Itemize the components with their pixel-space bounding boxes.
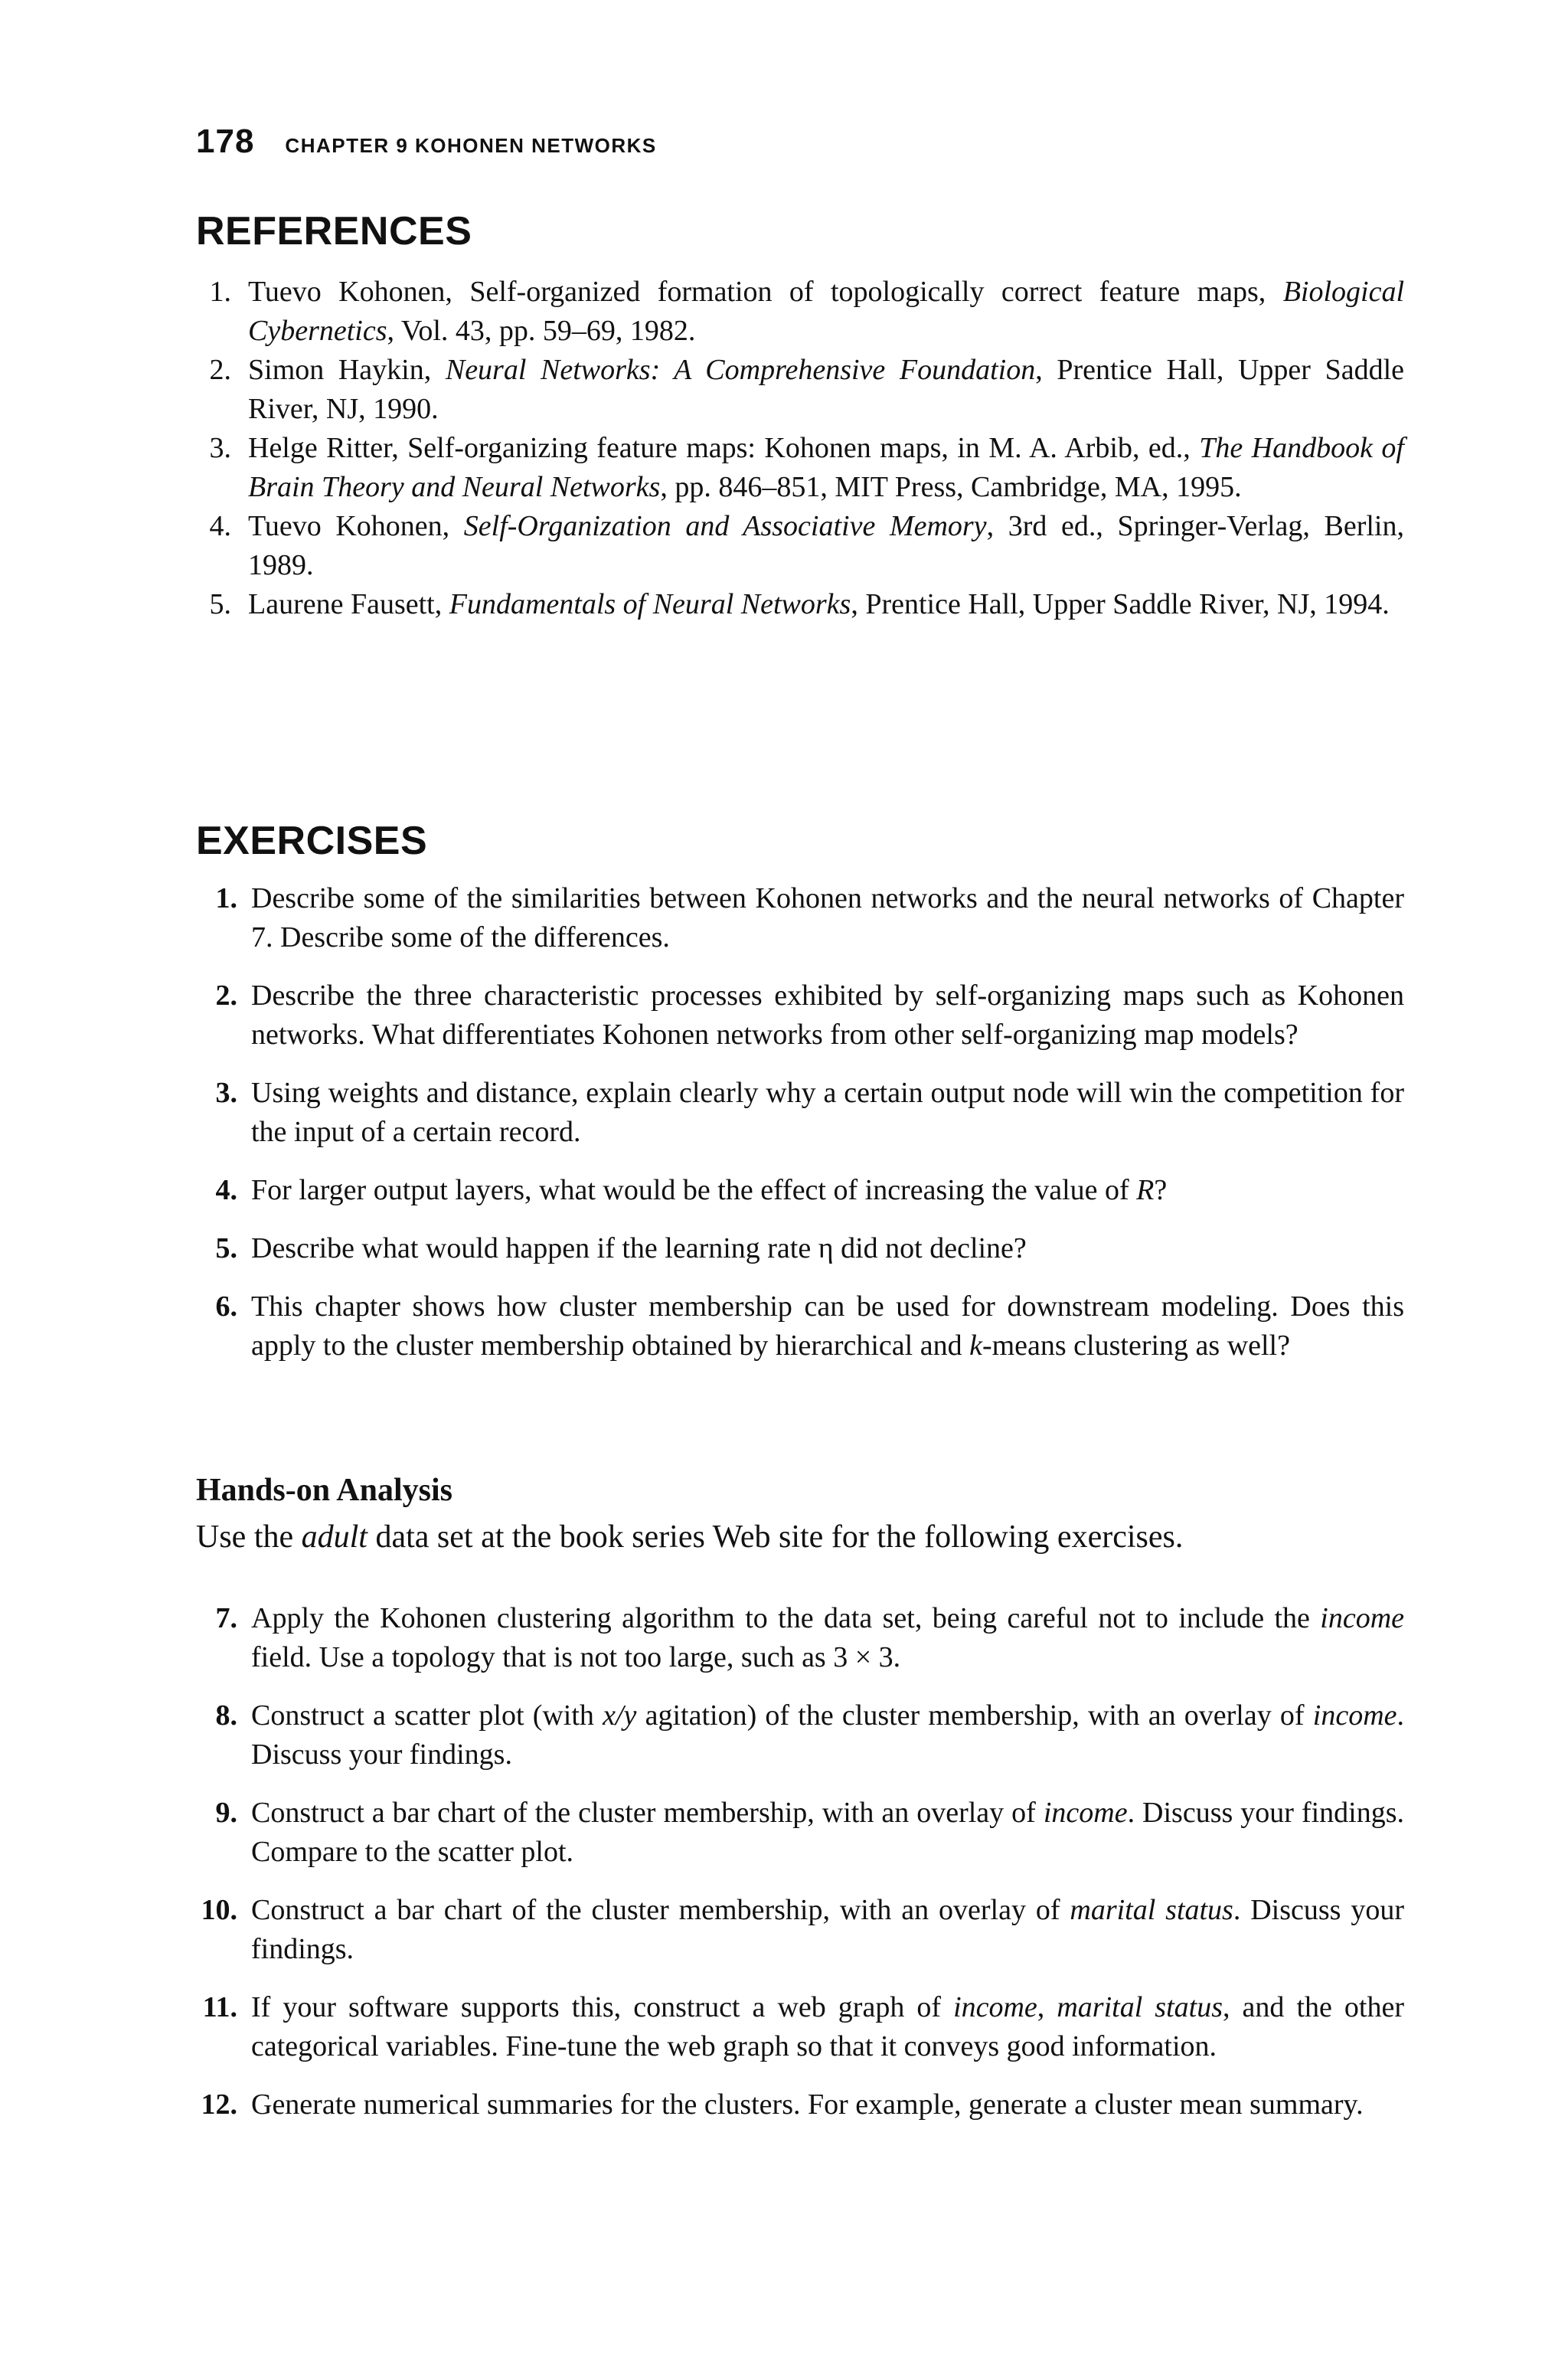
reference-text: , Prentice Hall, Upper Saddle River, NJ, 1994. [851, 588, 1390, 620]
exercise-item [196, 1074, 1404, 1152]
exercise-text: agitation) of the cluster membership, with an overlay of [636, 1699, 1313, 1732]
exercise-variable: x/y [603, 1699, 637, 1732]
exercise-text: If your software supports this, construct a web graph of [251, 1991, 954, 2023]
intro-dataset-name: adult [301, 1519, 368, 1555]
exercise-text: ? [1154, 1174, 1168, 1206]
exercise-text: Describe some of the similarities between Kohonen networks and the neural networks of Chapter 7. Describe some of the differences. [251, 882, 1404, 953]
exercise-item [196, 976, 1404, 1055]
reference-number: 2. [209, 354, 231, 386]
exercise-text: Construct a bar chart of the cluster membership, with an overlay of [251, 1797, 1044, 1829]
exercise-text: Construct a scatter plot (with [251, 1699, 603, 1732]
reference-text: , Vol. 43, pp. 59–69, 1982. [387, 315, 696, 347]
intro-text: data set at the book series Web site for the following exercises. [367, 1519, 1184, 1555]
reference-item [196, 429, 1404, 507]
exercise-variable: R [1136, 1174, 1155, 1206]
exercise-number: 3. [215, 1077, 237, 1109]
exercise-variable: k [969, 1330, 982, 1362]
reference-number: 5. [209, 588, 231, 620]
exercise-number: 1. [215, 882, 237, 914]
exercise-variable: marital status [1057, 1991, 1223, 2023]
exercise-number: 2. [215, 980, 237, 1012]
exercise-text: Using weights and distance, explain clearly why a certain output node will win the competition for the input of a certain record. [251, 1077, 1404, 1148]
reference-item [196, 351, 1404, 429]
exercise-number: 12. [201, 2088, 237, 2121]
exercise-variable: income [1320, 1602, 1404, 1634]
reference-book-title: Neural Networks: A Comprehensive Foundation [445, 354, 1036, 386]
hands-on-intro [196, 1516, 1183, 1558]
exercise-text: For larger output layers, what would be the effect of increasing the value of [251, 1174, 1137, 1206]
reference-number: 1. [209, 276, 231, 308]
exercise-text: . Discuss your findings. Compare to the scatter plot. [251, 1797, 1404, 1868]
reference-item [196, 507, 1404, 585]
exercise-item [196, 1794, 1404, 1872]
exercise-text: Describe what would happen if the learning rate η did not decline? [251, 1232, 1027, 1264]
running-head [196, 123, 657, 168]
reference-text: Tuevo Kohonen, Self-organized formation of topologically correct feature maps, [248, 276, 1283, 308]
exercise-item [196, 1891, 1404, 1969]
references-list [196, 273, 1404, 624]
exercise-item [196, 2085, 1404, 2124]
references-heading: REFERENCES [196, 209, 472, 253]
exercise-variable: income [1043, 1797, 1128, 1829]
reference-text: Helge Ritter, Self-organizing feature maps: Kohonen maps, in M. A. Arbib, ed., [248, 432, 1200, 464]
reference-text: Tuevo Kohonen, [248, 510, 464, 542]
exercise-text: Construct a bar chart of the cluster membership, with an overlay of [251, 1894, 1070, 1926]
reference-book-title: The Handbook of Brain Theory and Neural Networks [248, 432, 1404, 503]
reference-text: , pp. 846–851, MIT Press, Cambridge, MA, 1995. [660, 471, 1242, 503]
exercise-text: Generate numerical summaries for the clusters. For example, generate a cluster mean summary. [251, 2088, 1364, 2121]
intro-text: Use the [196, 1519, 302, 1555]
exercise-number: 6. [215, 1290, 237, 1323]
hands-on-heading: Hands-on Analysis [196, 1473, 452, 1508]
page-number: 178 [196, 123, 255, 160]
exercise-item [196, 1171, 1404, 1210]
exercise-variable: marital status [1070, 1894, 1233, 1926]
exercise-text: Apply the Kohonen clustering algorithm to the data set, being careful not to include the [251, 1602, 1321, 1634]
exercise-item [196, 1229, 1404, 1268]
exercise-text: field. Use a topology that is not too large, such as 3 × 3. [251, 1641, 901, 1673]
chapter-title: CHAPTER 9 KOHONEN NETWORKS [285, 134, 657, 157]
reference-text: , Prentice Hall, Upper Saddle River, NJ, 1990. [248, 354, 1404, 425]
exercise-text: . Discuss your findings. [251, 1699, 1405, 1771]
exercise-number: 11. [202, 1991, 237, 2023]
reference-book-title: Fundamentals of Neural Networks [449, 588, 851, 620]
exercise-item [196, 1988, 1404, 2066]
exercise-number: 7. [215, 1602, 237, 1634]
reference-text: Simon Haykin, [248, 354, 446, 386]
exercise-number: 4. [215, 1174, 237, 1206]
exercise-item [196, 1696, 1404, 1774]
hands-on-exercises-list [196, 1599, 1404, 2144]
exercise-item [196, 1287, 1404, 1366]
exercises-heading: EXERCISES [196, 819, 428, 863]
reference-book-title: Self-Organization and Associative Memory [463, 510, 987, 542]
exercise-variable: income [1312, 1699, 1397, 1732]
exercise-item [196, 879, 1404, 957]
exercise-text: , and the other categorical variables. Fine-tune the web graph so that it conveys good information. [251, 1991, 1404, 2062]
reference-item [196, 273, 1404, 351]
exercise-item [196, 1599, 1404, 1677]
reference-item [196, 585, 1404, 624]
exercise-number: 9. [215, 1797, 237, 1829]
reference-text: Laurene Fausett, [248, 588, 449, 620]
exercise-text: -means clustering as well? [982, 1330, 1290, 1362]
exercise-text: , [1037, 1991, 1057, 2023]
exercise-number: 5. [215, 1232, 237, 1264]
reference-number: 3. [209, 432, 231, 464]
exercise-number: 8. [215, 1699, 237, 1732]
exercise-text: Describe the three characteristic processes exhibited by self-organizing maps such as Kohonen networks. What differentiates Kohonen networks from other self-organizing map models? [251, 980, 1404, 1051]
reference-text: , 3rd ed., Springer-Verlag, Berlin, 1989. [248, 510, 1404, 581]
reference-journal: Biological Cybernetics [248, 276, 1404, 347]
exercise-text: This chapter shows how cluster membership can be used for downstream modeling. Does this apply to the cluster membership obtained by hierarchical and [251, 1290, 1404, 1362]
exercise-number: 10. [201, 1894, 237, 1926]
exercise-text: . Discuss your findings. [251, 1894, 1404, 1965]
reference-number: 4. [209, 510, 231, 542]
exercise-variable: income [953, 1991, 1037, 2023]
exercises-list [196, 879, 1404, 1385]
